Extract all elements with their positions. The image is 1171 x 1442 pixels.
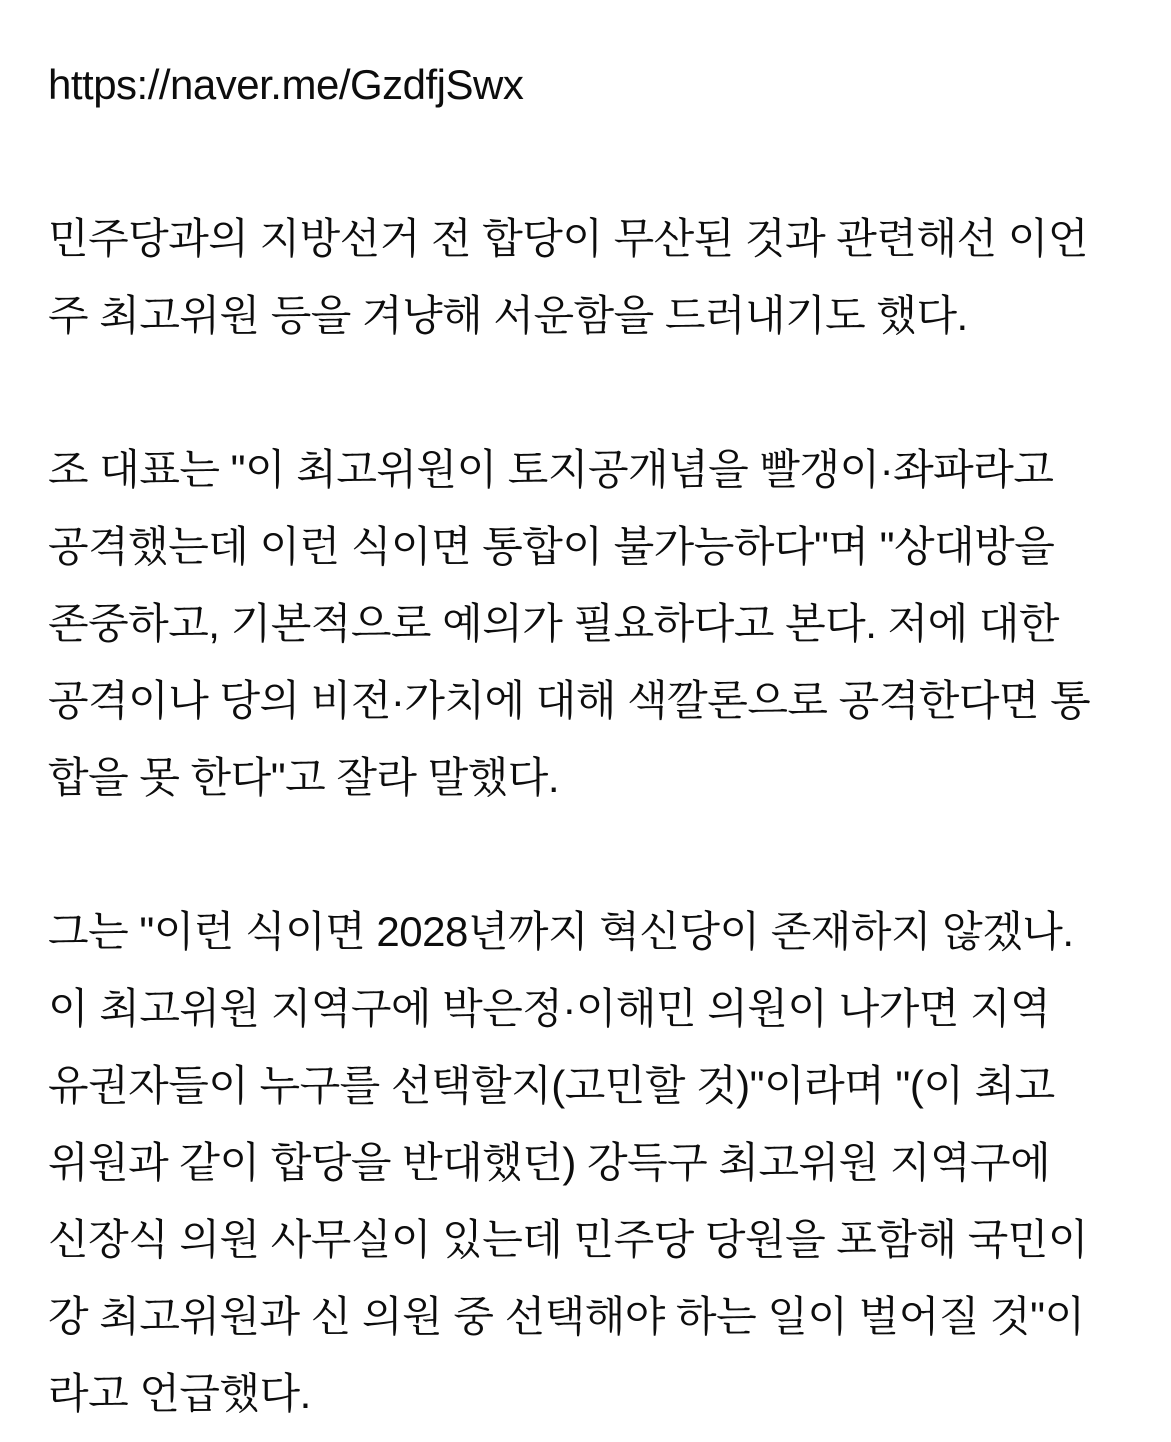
paragraph (48, 200, 1141, 354)
text-line: 공격했는데 이런 식이면 통합이 불가능하다"며 "상대방을 (48, 523, 1055, 570)
text-line: 공격이나 당의 비전·가치에 대해 색깔론으로 공격한다면 통 (48, 677, 1091, 724)
paragraph (48, 431, 1141, 816)
text-line: 합을 못 한다"고 잘라 말했다. (48, 754, 560, 801)
text-line: 신장식 의원 사무실이 있는데 민주당 당원을 포함해 국민이 (48, 1216, 1088, 1263)
text-line: 그는 "이런 식이면 2028년까지 혁신당이 존재하지 않겠나. (48, 908, 1074, 955)
text-line: 주 최고위원 등을 겨냥해 서운함을 드러내기도 했다. (48, 292, 968, 339)
article-link[interactable]: https://naver.me/GzdfjSwx (48, 61, 524, 108)
article-link-row (48, 46, 1141, 123)
text-line: 위원과 같이 합당을 반대했던) 강득구 최고위원 지역구에 (48, 1139, 1051, 1186)
text-line: 존중하고, 기본적으로 예의가 필요하다고 본다. 저에 대한 (48, 600, 1060, 647)
text-line: 조 대표는 "이 최고위원이 토지공개념을 빨갱이·좌파라고 (48, 446, 1054, 493)
text-line: 강 최고위원과 신 의원 중 선택해야 하는 일이 벌어질 것"이 (48, 1293, 1085, 1340)
paragraph (48, 893, 1141, 1432)
text-line: 유권자들이 누구를 선택할지(고민할 것)"이라며 "(이 최고 (48, 1062, 1055, 1109)
text-line: 민주당과의 지방선거 전 합당이 무산된 것과 관련해선 이언 (48, 215, 1088, 262)
text-line: 라고 언급했다. (48, 1370, 311, 1417)
text-line: 이 최고위원 지역구에 박은정·이해민 의원이 나가면 지역 (48, 985, 1051, 1032)
